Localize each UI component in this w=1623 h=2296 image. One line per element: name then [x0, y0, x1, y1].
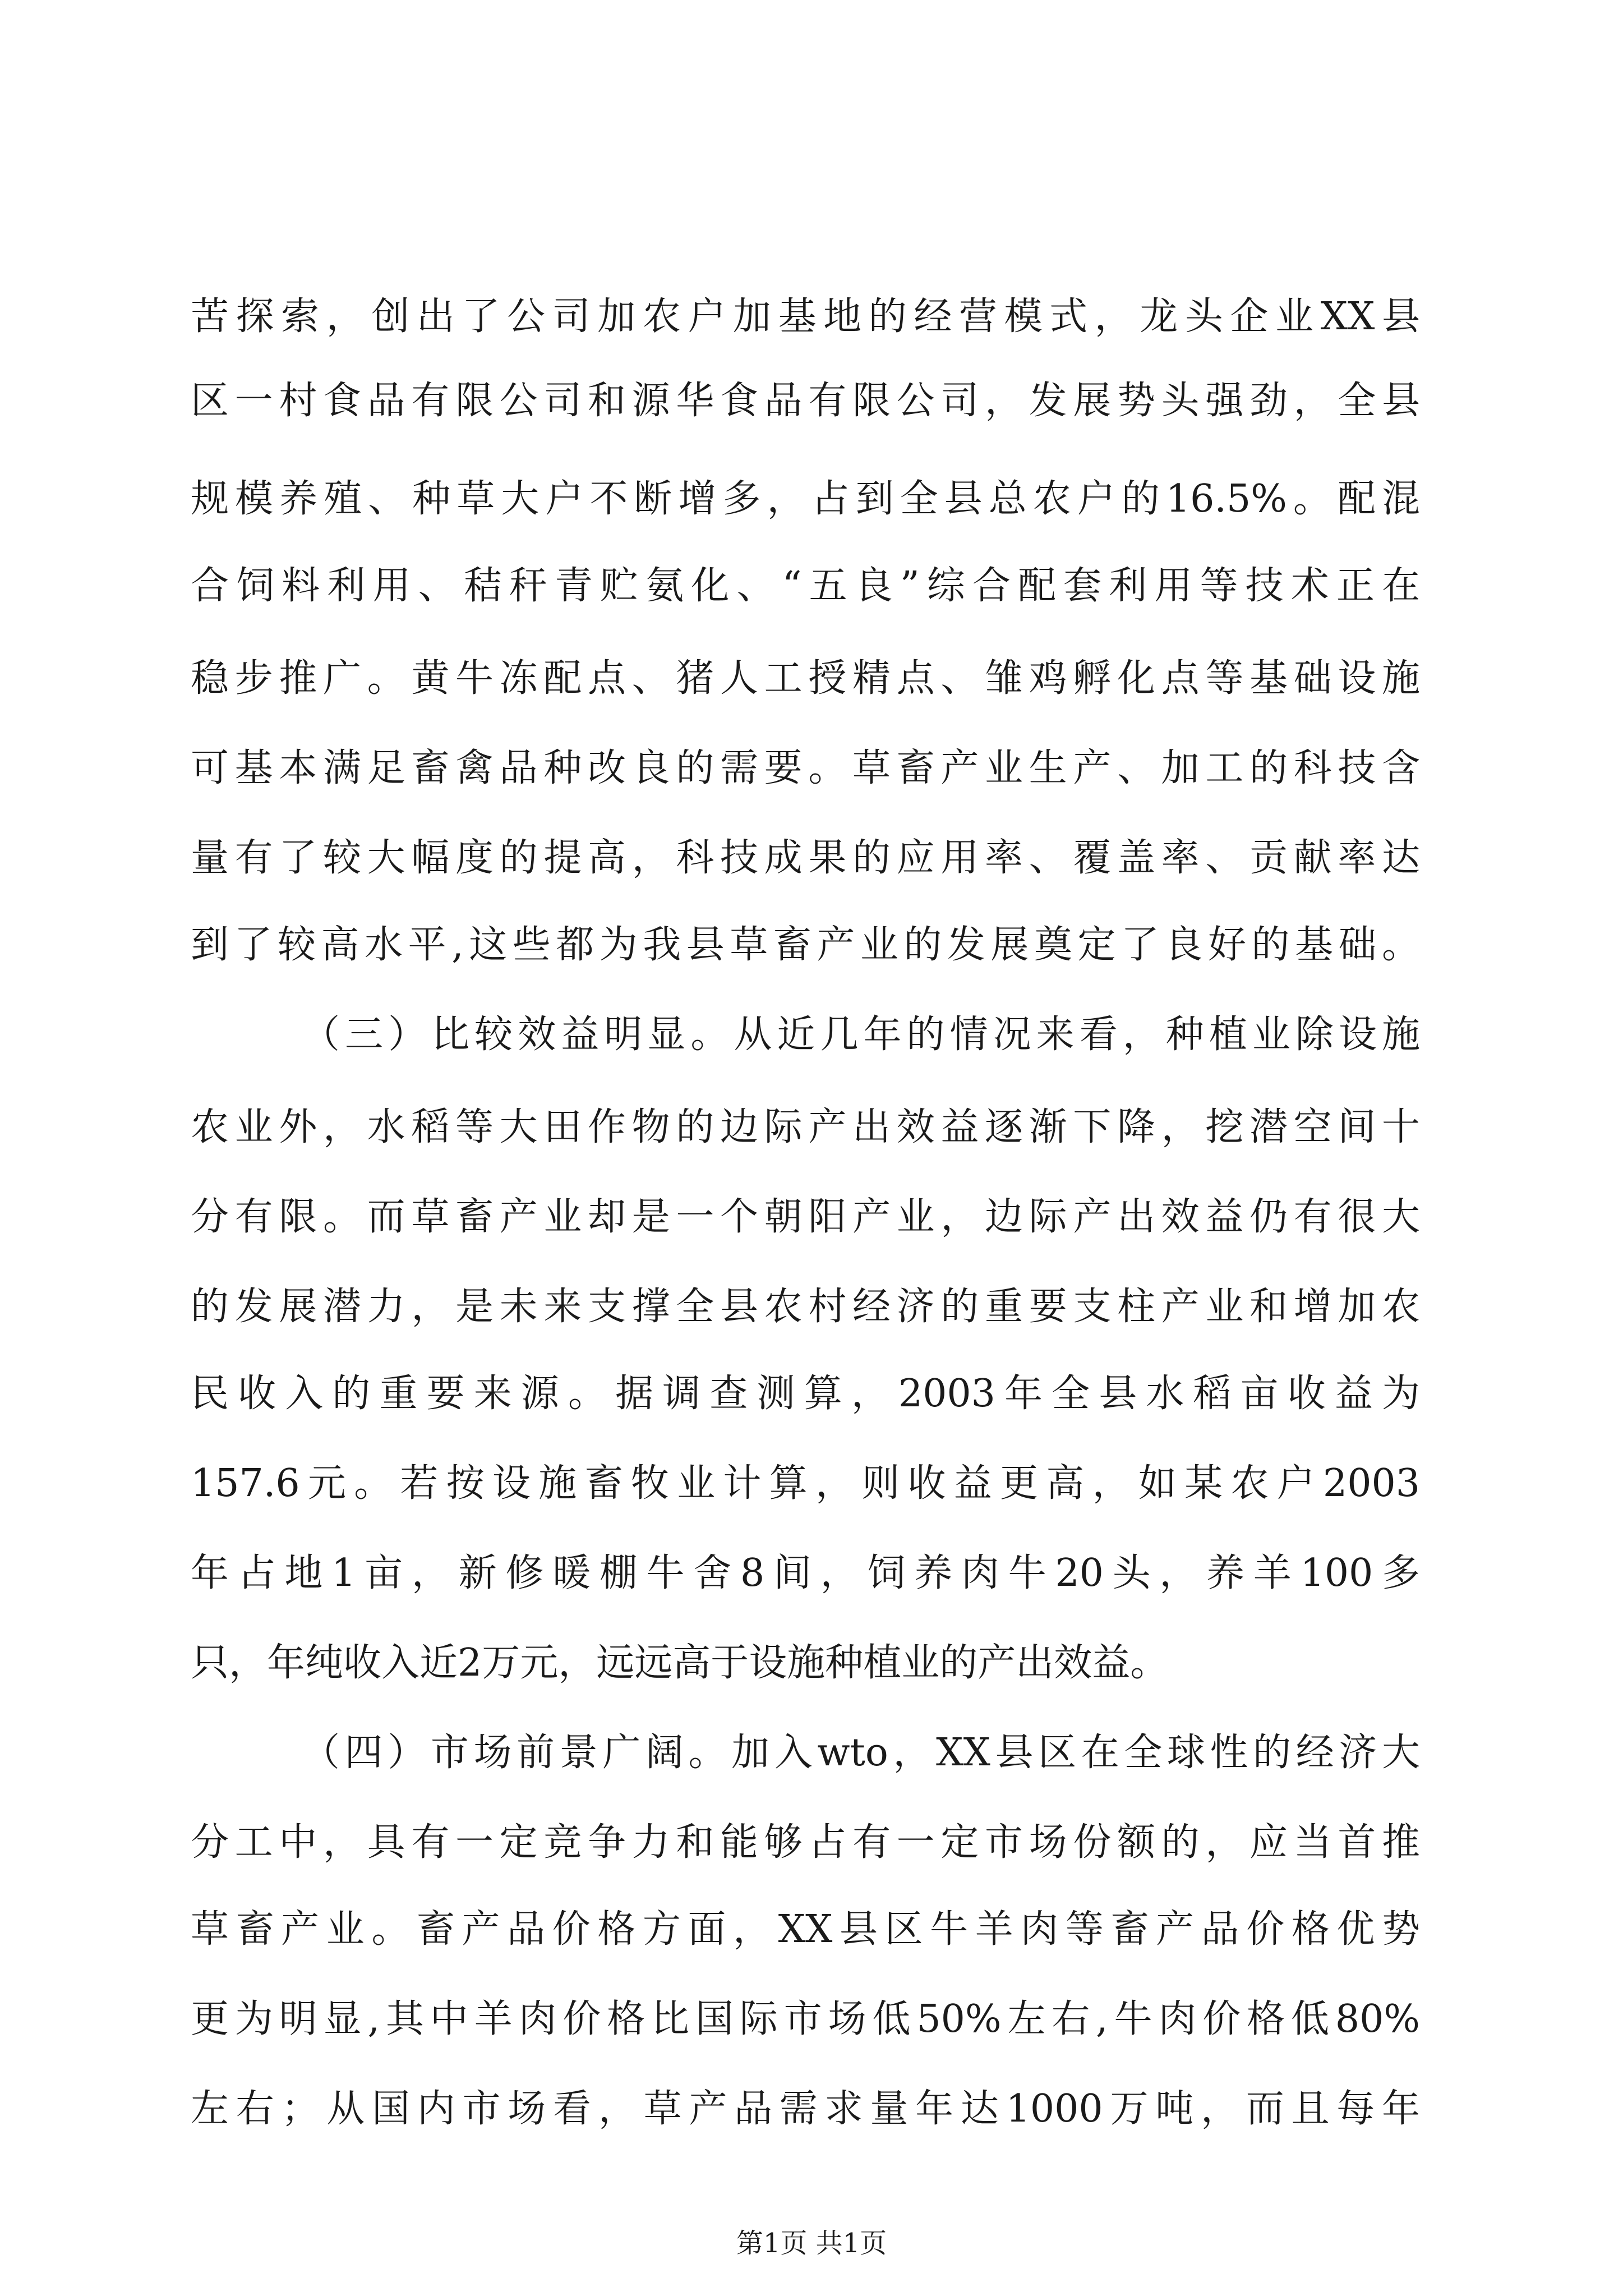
text-line: 区一村食品有限公司和源华食品有限公司，发展势头强劲，全县: [191, 379, 1420, 423]
text-line: 到了较高水平,这些都为我县草畜产业的发展奠定了良好的基础。: [191, 923, 1420, 967]
text-line: 草畜产业。畜产品价格方面，XX县区牛羊肉等畜产品价格优势: [191, 1907, 1420, 1952]
text-line: 分工中，具有一定竞争力和能够占有一定市场份额的，应当首推: [191, 1820, 1420, 1865]
text-line: 合饲料利用、秸秆青贮氨化、“五良”综合配套利用等技术正在: [191, 564, 1420, 608]
text-line: 更为明显,其中羊肉价格比国际市场低50%左右,牛肉价格低80%: [191, 1997, 1420, 2041]
text-line: 农业外，水稻等大田作物的边际产出效益逐渐下降，挖潜空间十: [191, 1105, 1420, 1149]
text-line: 稳步推广。黄牛冻配点、猪人工授精点、雏鸡孵化点等基础设施: [191, 656, 1420, 701]
text-line: 民收入的重要来源。据调查测算，2003年全县水稻亩收益为: [191, 1372, 1420, 1416]
text-line: 的发展潜力，是未来支撑全县农村经济的重要支柱产业和增加农: [191, 1285, 1420, 1329]
text-line: 年占地1亩，新修暖棚牛舍8间，饲养肉牛20头，养羊100多: [191, 1551, 1420, 1595]
paragraph-heading-line: （四）市场前景广阔。加入wto，XX县区在全球性的经济大: [302, 1731, 1420, 1775]
text-line: 分有限。而草畜产业却是一个朝阳产业，边际产出效益仍有很大: [191, 1195, 1420, 1239]
text-line: 规模养殖、种草大户不断增多，占到全县总农户的16.5%。配混: [191, 477, 1420, 521]
text-line: 157.6元。若按设施畜牧业计算，则收益更高，如某农户2003: [191, 1461, 1420, 1506]
text-line: 只，年纯收入近2万元，远远高于设施种植业的产出效益。: [191, 1641, 1169, 1685]
text-line: 左右；从国内市场看，草产品需求量年达1000万吨，而且每年: [191, 2087, 1420, 2131]
page-number-footer: 第1页 共1页: [736, 2228, 887, 2259]
text-line: 苦探索，创出了公司加农户加基地的经营模式，龙头企业XX县: [191, 295, 1420, 339]
text-line: 可基本满足畜禽品种改良的需要。草畜产业生产、加工的科技含: [191, 746, 1420, 790]
text-line: 量有了较大幅度的提高，科技成果的应用率、覆盖率、贡献率达: [191, 836, 1420, 880]
paragraph-heading-line: （三）比较效益明显。从近几年的情况来看，种植业除设施: [302, 1013, 1420, 1057]
